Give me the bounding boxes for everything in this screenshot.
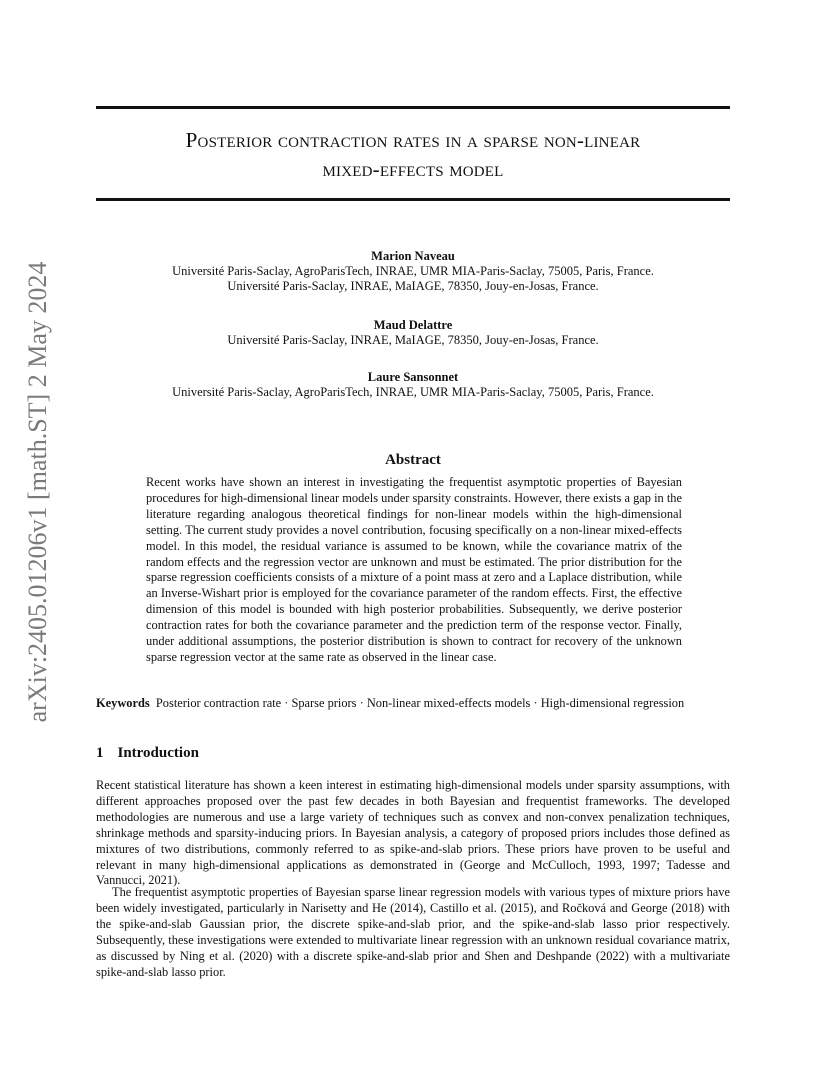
- keywords: [96, 696, 730, 712]
- title-top-rule: [96, 106, 730, 109]
- section-title: Introduction: [117, 745, 199, 761]
- title-bottom-rule: [96, 198, 730, 201]
- keywords-label: Keywords: [96, 696, 150, 710]
- author-affiliation: Université Paris-Saclay, AgroParisTech, INRAE, UMR MIA-Paris-Saclay, 75005, Paris, France.: [172, 385, 654, 399]
- section-heading-introduction: [96, 745, 199, 762]
- arxiv-identifier-stamp: [8, 245, 68, 740]
- author-affiliation: Université Paris-Saclay, INRAE, MaIAGE, 78350, Jouy-en-Josas, France.: [227, 333, 599, 347]
- author-name: Laure Sansonnet: [367, 370, 459, 384]
- paper-title: [96, 126, 730, 184]
- keywords-text: Posterior contraction rate · Sparse priors · Non-linear mixed-effects models · High-dimensional regression: [155, 696, 685, 710]
- paper-title-line-2: mixed-effects model: [322, 157, 504, 181]
- author-block-3: [96, 370, 730, 400]
- section-number: 1: [96, 745, 104, 761]
- author-affiliation: Université Paris-Saclay, INRAE, MaIAGE, 78350, Jouy-en-Josas, France.: [227, 279, 599, 293]
- author-name: Maud Delattre: [373, 318, 453, 332]
- author-affiliation: Université Paris-Saclay, AgroParisTech, INRAE, UMR MIA-Paris-Saclay, 75005, Paris, France.: [172, 264, 654, 278]
- arxiv-identifier-text: arXiv:2405.01206v1 [math.ST] 2 May 2024: [23, 261, 52, 723]
- author-name: Marion Naveau: [371, 249, 455, 263]
- body-paragraph-2: The frequentist asymptotic properties of Bayesian sparse linear regression models with various types of mixture priors have been widely investigated, particularly in Narisetty and He (2014), Castillo et al. (2015), and Ročková and George (2018) with the spike-and-slab Gaussian prior, the discrete spike-and-slab prior, and the spike-and-slab lasso prior respectively. Subsequently, these investigations were extended to multivariate linear regression with an unknown residual covariance matrix, as discussed by Ning et al. (2020) with a discrete spike-and-slab prior and Shen and Deshpande (2022) with a multivariate spike-and-slab lasso prior.: [96, 885, 730, 979]
- author-block-2: [96, 318, 730, 348]
- author-block-1: [96, 249, 730, 294]
- paper-title-line-1: Posterior contraction rates in a sparse non-linear: [185, 128, 641, 152]
- abstract-text: Recent works have shown an interest in investigating the frequentist asymptotic properties of Bayesian procedures for high-dimensional linear models under sparsity constraints. However, there exists a gap in the literature regarding analogous theoretical findings for non-linear models within the high-dimensional setting. The current study provides a novel contribution, focusing specifically on a non-linear mixed-effects model. In this model, the residual variance is assumed to be known, while the covariance matrix of the random effects and the regression vector are unknown and must be estimated. The prior distribution for the sparse regression coefficients consists of a mixture of a point mass at zero and a Laplace distribution, while an Inverse-Wishart prior is employed for the covariance parameter of the random effects. First, the effective dimension of this model is bounded with high posterior probabilities. Subsequently, we derive posterior contraction rates for both the covariance parameter and the prediction term of the response vector. Finally, under additional assumptions, the posterior distribution is shown to contract for recovery of the unknown sparse regression vector at the same rate as observed in the linear case.: [146, 475, 682, 664]
- abstract-heading: Abstract: [385, 452, 441, 468]
- body-paragraph-1: Recent statistical literature has shown a keen interest in estimating high-dimensional models under sparsity assumptions, with different approaches proposed over the past few decades in both Bayesian and frequentist frameworks. The developed methodologies are numerous and use a large variety of techniques such as convex and non-convex penalization techniques, shrinkage methods and sparsity-inducing priors. In Bayesian analysis, a category of proposed priors includes those defined as mixtures of two distributions, commonly referred to as spike-and-slab priors. These priors have proven to be useful and relevant in many high-dimensional applications as demonstrated in (George and McCulloch, 1993, 1997; Tadesse and Vannucci, 2021).: [96, 778, 730, 888]
